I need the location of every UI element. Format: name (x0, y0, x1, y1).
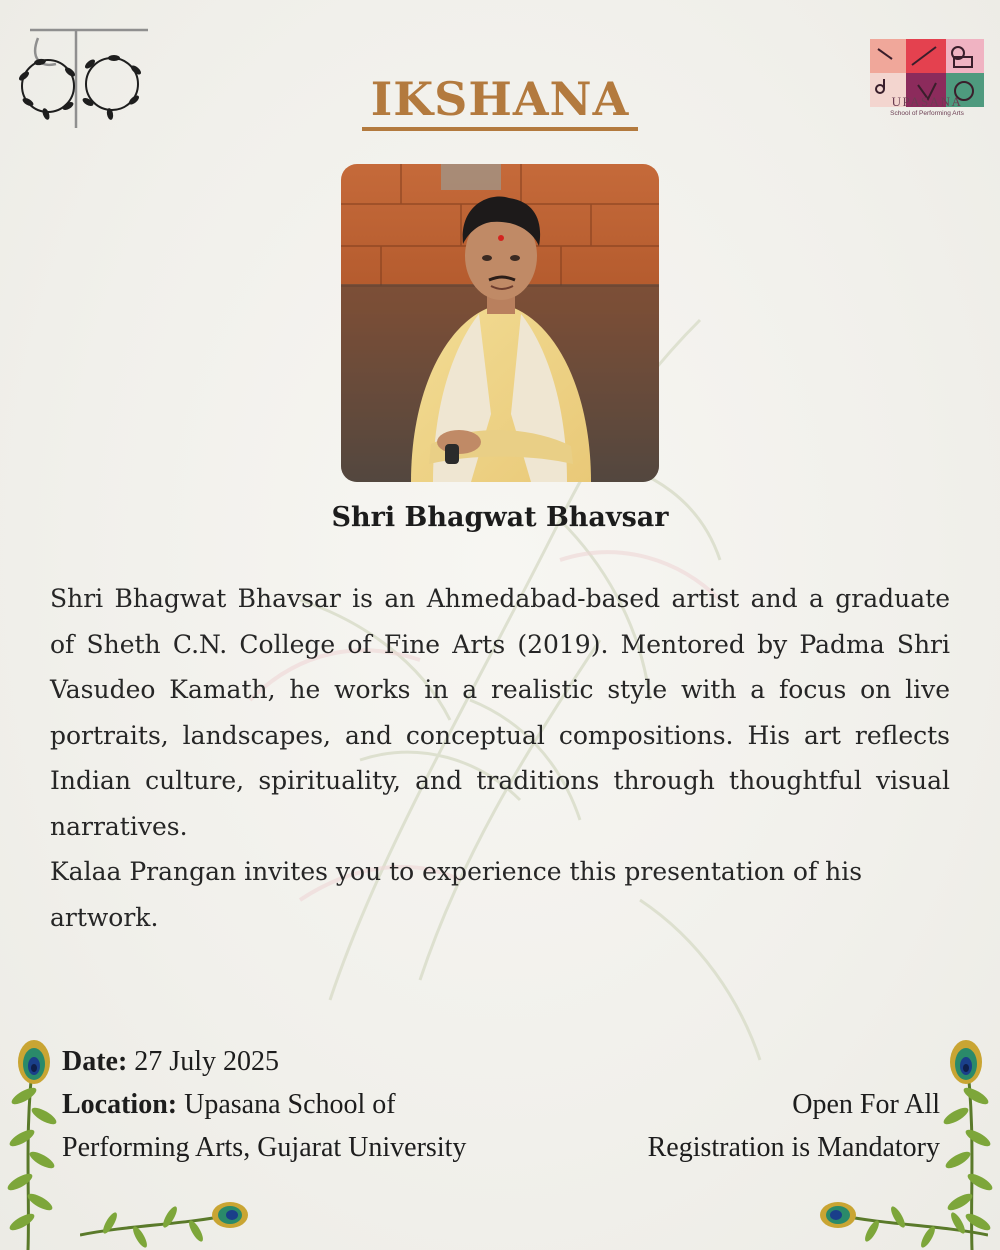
title-underline (362, 127, 638, 131)
page-title: IKSHANA (370, 72, 630, 126)
location-line-1: Upasana School of (184, 1089, 396, 1120)
logo-brand-text: UPASANA (891, 94, 963, 109)
artist-name: Shri Bhagwat Bhavsar (331, 502, 669, 533)
peacock-feather-bottom-right-icon (818, 1175, 988, 1250)
location-label: Location: (62, 1089, 178, 1120)
artist-bio (50, 576, 950, 940)
open-note: Open For All (792, 1089, 940, 1120)
event-details (62, 1040, 582, 1169)
date-value: 27 July 2025 (134, 1046, 279, 1077)
registration-note: Registration is Mandatory (647, 1132, 940, 1163)
bio-paragraph-1: Shri Bhagwat Bhavsar is an Ahmedabad-based artist and a graduate of Sheth C.N. College of Fine Arts (2019). Mentored by Padma Shri Vasudeo Kamath, he works in a realistic style with a focus on live portraits, landscapes, and conceptual compositions. His art reflects Indian culture, spirituality, and traditions through thoughtful visual narratives. (50, 584, 950, 841)
location-row (62, 1083, 582, 1126)
date-row (62, 1040, 582, 1083)
location-line-2: Performing Arts, Gujarat University (62, 1132, 467, 1163)
logo-subtitle-text: School of Performing Arts (890, 110, 964, 117)
bio-paragraph-2: Kalaa Prangan invites you to experience this presentation of his artwork. (50, 857, 863, 932)
artist-portrait (341, 164, 659, 482)
peacock-feather-bottom-left-icon (80, 1175, 250, 1250)
date-label: Date: (62, 1046, 128, 1077)
